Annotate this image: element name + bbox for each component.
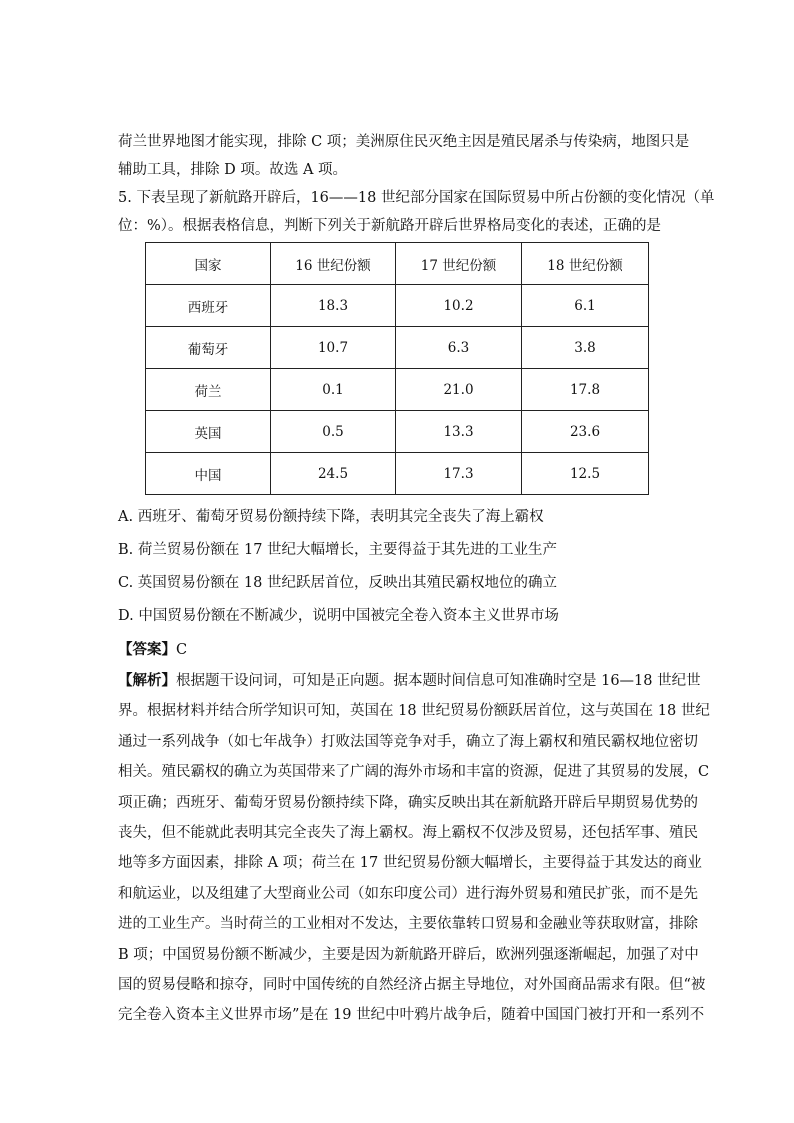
table-header-cell: 16 世纪份额 <box>271 243 396 285</box>
table-cell: 中国 <box>146 453 271 495</box>
table-cell: 10.2 <box>396 285 522 327</box>
question-stem: 位：%）。根据表格信息，判断下列关于新航路开辟后世界格局变化的表述，正确的是 <box>118 218 662 234</box>
table-cell: 6.1 <box>522 285 649 327</box>
table-cell: 17.8 <box>522 369 649 411</box>
analysis-line: 和航运业，以及组建了大型商业公司（如东印度公司）进行海外贸易和殖民扩张，而不是先 <box>118 885 698 902</box>
answer-value: C <box>176 642 188 658</box>
analysis-line <box>118 666 701 696</box>
question-stem: 5. 下表呈现了新航路开辟后，16——18 世纪部分国家在国际贸易中所占份额的变化情况（单 <box>118 190 715 206</box>
option-b: B. 荷兰贸易份额在 17 世纪大幅增长，主要得益于其先进的工业生产 <box>118 542 558 558</box>
intro-line: 荷兰世界地图才能实现，排除 C 项；美洲原住民灭绝主因是殖民屠杀与传染病，地图只是 <box>118 134 690 150</box>
table-cell: 0.1 <box>271 369 396 411</box>
answer-line <box>118 633 678 666</box>
table-cell: 0.5 <box>271 411 396 453</box>
analysis-line: 项正确；西班牙、葡萄牙贸易份额持续下降，确实反映出其在新航路开辟后早期贸易优势的 <box>118 794 698 811</box>
intro-line: 辅助工具，排除 D 项。故选 A 项。 <box>118 162 348 178</box>
analysis-line: 地等多方面因素，排除 A 项；荷兰在 17 世纪贸易份额大幅增长，主要得益于其发达的商业 <box>118 855 702 872</box>
analysis-line: 进的工业生产。当时荷兰的工业相对不发达，主要依靠转口贸易和金融业等获取财富，排除 <box>118 916 698 933</box>
table-header-cell: 18 世纪份额 <box>522 243 649 285</box>
analysis-line: 界。根据材料并结合所学知识可知，英国在 18 世纪贸易份额跃居首位，这与英国在 18 世纪 <box>118 703 710 720</box>
table-cell: 葡萄牙 <box>146 327 271 369</box>
option-c: C. 英国贸易份额在 18 世纪跃居首位，反映出其殖民霸权地位的确立 <box>118 575 557 591</box>
analysis-line: 丧失，但不能就此表明其完全丧失了海上霸权。海上霸权不仅涉及贸易，还包括军事、殖民 <box>118 824 698 841</box>
option-a: A. 西班牙、葡萄牙贸易份额持续下降，表明其完全丧失了海上霸权 <box>118 509 544 525</box>
analysis-label: 【解析】 <box>118 672 176 689</box>
table-cell: 13.3 <box>396 411 522 453</box>
document-page <box>118 128 715 1031</box>
analysis-text: 根据题干设问词，可知是正向题。据本题时间信息可知准确时空是 16—18 世纪世 <box>176 673 701 689</box>
option-d: D. 中国贸易份额在不断减少，说明中国被完全卷入资本主义世界市场 <box>118 608 559 624</box>
table-cell: 6.3 <box>396 327 522 369</box>
table-cell: 10.7 <box>271 327 396 369</box>
table-cell: 24.5 <box>271 453 396 495</box>
table-cell: 3.8 <box>522 327 649 369</box>
table-row <box>146 453 649 495</box>
table-header-cell: 国家 <box>146 243 271 285</box>
table-cell: 荷兰 <box>146 369 271 411</box>
table-cell: 23.6 <box>522 411 649 453</box>
table-row <box>146 327 649 369</box>
table-cell: 17.3 <box>396 453 522 495</box>
trade-share-table <box>145 242 649 495</box>
answer-label: 【答案】 <box>118 641 176 658</box>
table-cell: 西班牙 <box>146 285 271 327</box>
table-cell: 21.0 <box>396 369 522 411</box>
analysis-line: B 项；中国贸易份额不断减少，主要是因为新航路开辟后，欧洲列强逐渐崛起，加强了对中 <box>118 946 699 963</box>
table-header-cell: 17 世纪份额 <box>396 243 522 285</box>
table-row <box>146 411 649 453</box>
table-row <box>146 285 649 327</box>
table-cell: 18.3 <box>271 285 396 327</box>
table-header-row <box>146 243 649 285</box>
analysis-line: 相关。殖民霸权的确立为英国带来了广阔的海外市场和丰富的资源，促进了其贸易的发展，C <box>118 764 710 781</box>
table-row <box>146 369 649 411</box>
analysis-line: 完全卷入资本主义世界市场”是在 19 世纪中叶鸦片战争后，随着中国国门被打开和一系列不 <box>118 1007 705 1024</box>
table-cell: 英国 <box>146 411 271 453</box>
analysis-line: 国的贸易侵略和掠夺，同时中国传统的自然经济占据主导地位，对外国商品需求有限。但“被 <box>118 976 706 993</box>
table-cell: 12.5 <box>522 453 649 495</box>
analysis-line: 通过一系列战争（如七年战争）打败法国等竞争对手，确立了海上霸权和殖民霸权地位密切 <box>118 733 698 750</box>
